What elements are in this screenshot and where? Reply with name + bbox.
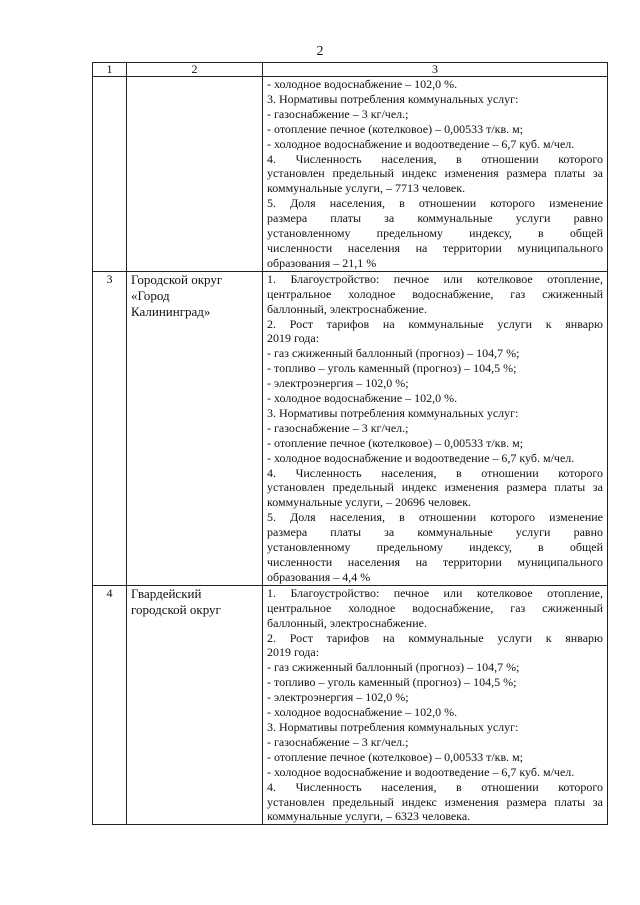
description-line: коммунальные услуги, – 20696 человек. xyxy=(267,495,472,510)
municipality-name xyxy=(127,585,263,825)
description-line: 2019 года: xyxy=(267,331,320,346)
description-line: центральное холодное водоснабжение, газ сжиженный xyxy=(267,286,603,301)
description-line: - топливо – уголь каменный (прогноз) – 104,5 %; xyxy=(267,361,517,376)
table-row xyxy=(93,77,608,272)
description-line: - топливо – уголь каменный (прогноз) – 104,5 %; xyxy=(267,675,517,690)
description-line: - электроэнергия – 102,0 %; xyxy=(267,690,409,705)
description-line: установленному предельному индексу, в общей xyxy=(267,226,603,241)
description-line: коммунальные услуги, – 6323 человека. xyxy=(267,809,471,824)
description-line: установленному предельному индексу, в общей xyxy=(267,540,603,555)
description-line: - холодное водоснабжение и водоотведение – 6,7 куб. м/чел. xyxy=(267,136,575,151)
description-line: - электроэнергия – 102,0 %; xyxy=(267,376,409,391)
description-line: - газ сжиженный баллонный (прогноз) – 104,7 %; xyxy=(267,346,520,361)
description-line: - газоснабжение – 3 кг/чел.; xyxy=(267,420,409,435)
description-line: - холодное водоснабжение – 102,0 %. xyxy=(267,391,458,406)
table-row xyxy=(93,271,608,585)
description-line: - газ сжиженный баллонный (прогноз) – 104,7 %; xyxy=(267,660,520,675)
indicator-description xyxy=(263,77,608,272)
description-line: - холодное водоснабжение и водоотведение – 6,7 куб. м/чел. xyxy=(267,450,575,465)
row-number xyxy=(93,77,127,272)
description-line: 5. Доля населения, в отношении которого изменение xyxy=(267,196,603,211)
municipality-name-line: «Город xyxy=(131,287,170,303)
description-line: 4. Численность населения, в отношении которого xyxy=(267,151,603,166)
description-line: 4. Численность населения, в отношении которого xyxy=(267,779,603,794)
municipality-name xyxy=(127,271,263,585)
description-line: центральное холодное водоснабжение, газ сжиженный xyxy=(267,600,603,615)
description-line: численности населения на территории муниципального xyxy=(267,240,603,255)
description-line: - газоснабжение – 3 кг/чел.; xyxy=(267,106,409,121)
description-line: 3. Нормативы потребления коммунальных услуг: xyxy=(267,91,519,106)
description-line: численности населения на территории муниципального xyxy=(267,555,603,569)
column-header-1: 1 xyxy=(93,63,127,77)
row-number: 3 xyxy=(93,271,127,585)
municipality-name-line: Гвардейский xyxy=(131,585,202,601)
table-body xyxy=(93,77,608,825)
description-line: размера платы за коммунальные услуги равно xyxy=(267,211,603,226)
indicator-description xyxy=(263,271,608,585)
description-line: 1. Благоустройство: печное или котелковое отопление, xyxy=(267,271,603,286)
municipality-name xyxy=(127,77,263,272)
municipality-name-line: Калининград» xyxy=(131,303,211,319)
description-line: образования – 4,4 % xyxy=(267,569,371,584)
column-header-3: 3 xyxy=(263,63,608,77)
description-line: установлен предельный индекс изменения размера платы за xyxy=(267,794,603,809)
description-line: установлен предельный индекс изменения размера платы за xyxy=(267,166,603,181)
description-line: 1. Благоустройство: печное или котелковое отопление, xyxy=(267,585,603,600)
description-line: 3. Нормативы потребления коммунальных услуг: xyxy=(267,405,519,420)
municipality-name-line: городской округ xyxy=(131,601,221,617)
row-number: 4 xyxy=(93,585,127,825)
table-header-row xyxy=(93,63,608,77)
description-line: - холодное водоснабжение – 102,0 %. xyxy=(267,705,458,720)
description-line: 2019 года: xyxy=(267,645,320,660)
description-line: баллонный, электроснабжение. xyxy=(267,301,427,316)
description-line: 2. Рост тарифов на коммунальные услуги к январю xyxy=(267,316,603,331)
description-line: 5. Доля населения, в отношении которого изменение xyxy=(267,510,603,525)
description-line: размера платы за коммунальные услуги равно xyxy=(267,525,603,540)
description-line: установлен предельный индекс изменения размера платы за xyxy=(267,480,603,495)
description-line: - газоснабжение – 3 кг/чел.; xyxy=(267,734,409,749)
tariff-table xyxy=(92,62,608,825)
municipality-name-line: Городской округ xyxy=(131,271,223,287)
table-row xyxy=(93,585,608,825)
page-number: 2 xyxy=(316,44,324,59)
description-line: - отопление печное (котелковое) – 0,00533 т/кв. м; xyxy=(267,435,524,450)
description-line: образования – 21,1 % xyxy=(267,255,377,270)
description-line: баллонный, электроснабжение. xyxy=(267,615,427,630)
description-line: - отопление печное (котелковое) – 0,00533 т/кв. м; xyxy=(267,121,524,136)
description-line: - отопление печное (котелковое) – 0,00533 т/кв. м; xyxy=(267,749,524,764)
description-line: коммунальные услуги, – 7713 человек. xyxy=(267,181,466,196)
description-line: 3. Нормативы потребления коммунальных услуг: xyxy=(267,719,519,734)
indicator-description xyxy=(263,585,608,825)
description-line: 4. Численность населения, в отношении которого xyxy=(267,465,603,480)
description-line: 2. Рост тарифов на коммунальные услуги к январю xyxy=(267,630,603,645)
description-line: - холодное водоснабжение и водоотведение – 6,7 куб. м/чел. xyxy=(267,764,575,779)
description-line: - холодное водоснабжение – 102,0 %. xyxy=(267,77,458,91)
column-header-2: 2 xyxy=(127,63,263,77)
